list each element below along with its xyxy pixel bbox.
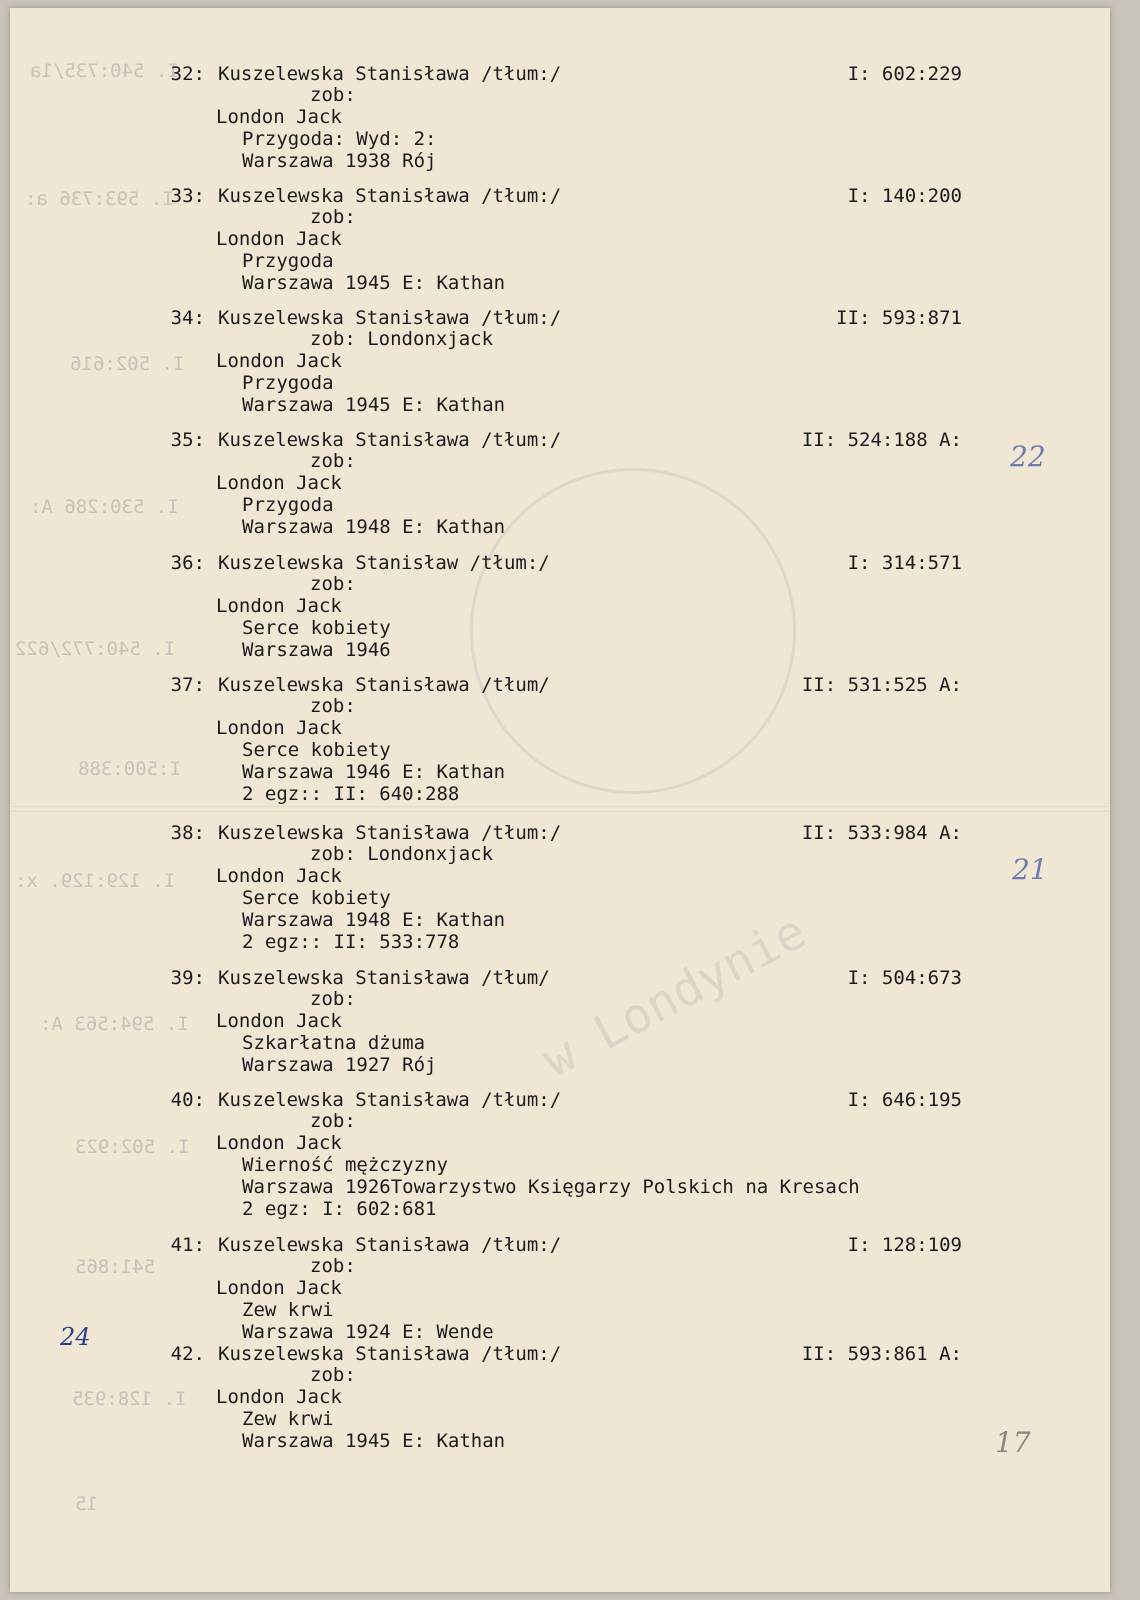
entry-number: 42. [170,1343,205,1365]
translator-name: Kuszelewska Stanisława /tłum:/ [218,1089,562,1111]
book-title: Przygoda [242,494,334,516]
translator-name: Kuszelewska Stanisława /tłum:/ [218,63,562,85]
catalog-entry [10,186,1110,296]
book-title: Serce kobiety [242,739,391,761]
bleed-through-text: 15 [75,1493,98,1515]
book-title: Przygoda [242,372,334,394]
author-name: London Jack [216,472,342,494]
book-title: Zew krwi [242,1299,334,1321]
translator-name: Kuszelewska Stanisława /tłum:/ [218,185,562,207]
see-reference: zob: [310,988,356,1010]
bleed-through-text: I. 128:935 [72,1388,187,1410]
shelf-mark: II: 524:188 A: [801,429,962,451]
translator-name: Kuszelewska Stanisława /tłum:/ [218,307,562,329]
publication-info: Warszawa 1948 E: Kathan [242,516,506,538]
see-reference: zob: [310,695,356,717]
entry-number: 39: [170,967,205,989]
author-name: London Jack [216,717,342,739]
bleed-through-text: I. 502:616 [70,353,185,375]
translator-name: Kuszelewska Stanisława /tłum:/ [218,1234,562,1256]
publication-info: Warszawa 1927 Rój [242,1054,437,1076]
bleed-through-text: I. 530:286 A: [30,496,179,518]
author-name: London Jack [216,865,342,887]
bleed-through-text: I. 594:563 A: [40,1013,189,1035]
see-reference: zob: [310,84,356,106]
catalog-entry [10,1344,1110,1454]
bleed-through-text: I:500:388 [78,758,181,780]
catalog-entry [10,968,1110,1078]
book-title: Wierność mężczyzny [242,1154,448,1176]
shelf-mark: I: 314:571 [847,552,962,574]
copies-info: 2 egz: I: 602:681 [242,1198,437,1220]
author-name: London Jack [216,1010,342,1032]
see-reference: zob: [310,206,356,228]
entry-number: 33: [170,185,205,207]
publication-info: Warszawa 1924 E: Wende [242,1321,494,1343]
book-title: Serce kobiety [242,887,391,909]
catalog-entry [10,308,1110,418]
translator-name: Kuszelewska Stanisława /tłum/ [218,967,550,989]
bleed-through-text: 541:865 [75,1256,156,1278]
author-name: London Jack [216,350,342,372]
shelf-mark: II: 533:984 A: [801,822,962,844]
author-name: London Jack [216,106,342,128]
catalog-entry [10,64,1110,174]
entry-number: 36: [170,552,205,574]
see-reference: zob: Londonxjack [310,843,494,865]
translator-name: Kuszelewska Stanisława /tłum:/ [218,429,562,451]
entry-number: 35: [170,429,205,451]
handwritten-note: 22 [1010,440,1046,473]
shelf-mark: I: 140:200 [847,185,962,207]
bleed-through-text: I. 593:736 a: [25,188,174,210]
book-title: Przygoda [242,250,334,272]
publication-info: Warszawa 1945 E: Kathan [242,272,506,294]
book-title: Szkarłatna dżuma [242,1032,426,1054]
publication-info: Warszawa 1948 E: Kathan [242,909,506,931]
bleed-through-text: I. 502:923 [75,1136,190,1158]
entry-number: 37: [170,674,205,696]
author-name: London Jack [216,595,342,617]
handwritten-note: 24 [60,1323,91,1351]
see-reference: zob: [310,1255,356,1277]
bleed-through-text: I. 540:735/1a [30,60,179,82]
author-name: London Jack [216,1386,342,1408]
publication-info: Warszawa 1926Towarzystwo Księgarzy Polskich na Kresach [242,1176,860,1198]
watermark-text: w Londynie [533,903,816,1089]
copies-info: 2 egz:: II: 533:778 [242,931,460,953]
shelf-mark: I: 646:195 [847,1089,962,1111]
author-name: London Jack [216,228,342,250]
see-reference: zob: [310,450,356,472]
catalog-entry [10,553,1110,663]
see-reference: zob: [310,573,356,595]
translator-name: Kuszelewska Stanisław /tłum:/ [218,552,550,574]
publication-info: Warszawa 1945 E: Kathan [242,394,506,416]
catalog-entry [10,674,1110,805]
publication-info: Warszawa 1945 E: Kathan [242,1430,506,1452]
book-title: Przygoda: Wyd: 2: [242,128,437,150]
author-name: London Jack [216,1277,342,1299]
catalog-entry [10,1089,1110,1220]
shelf-mark: II: 593:861 A: [801,1343,962,1365]
shelf-mark: I: 128:109 [847,1234,962,1256]
shelf-mark: I: 504:673 [847,967,962,989]
see-reference: zob: Londonxjack [310,328,494,350]
publication-info: Warszawa 1946 E: Kathan [242,761,506,783]
entry-number: 34: [170,307,205,329]
handwritten-note: 17 [995,1426,1031,1459]
book-title: Zew krwi [242,1408,334,1430]
see-reference: zob: [310,1364,356,1386]
bleed-through-text: I. 540:772/622 [15,638,176,660]
catalog-entry [10,1235,1110,1345]
copies-info: 2 egz:: II: 640:288 [242,783,460,805]
catalog-entry [10,822,1110,953]
entry-number: 32: [170,63,205,85]
shelf-mark: I: 602:229 [847,63,962,85]
shelf-mark: II: 531:525 A: [801,674,962,696]
see-reference: zob: [310,1110,356,1132]
publication-info: Warszawa 1946 [242,639,391,661]
translator-name: Kuszelewska Stanisława /tłum:/ [218,822,562,844]
publication-info: Warszawa 1938 Rój [242,150,437,172]
catalog-entry [10,430,1110,540]
entry-number: 38: [170,822,205,844]
translator-name: Kuszelewska Stanisława /tłum:/ [218,1343,562,1365]
book-title: Serce kobiety [242,617,391,639]
handwritten-note: 21 [1012,853,1048,886]
entry-number: 40: [170,1089,205,1111]
author-name: London Jack [216,1132,342,1154]
translator-name: Kuszelewska Stanisława /tłum/ [218,674,550,696]
bleed-through-text: I. 129:129. x: [15,870,176,892]
shelf-mark: II: 593:871 [836,307,962,329]
entry-number: 41: [170,1234,205,1256]
document-page [10,8,1110,1592]
fold-line [10,806,1110,812]
